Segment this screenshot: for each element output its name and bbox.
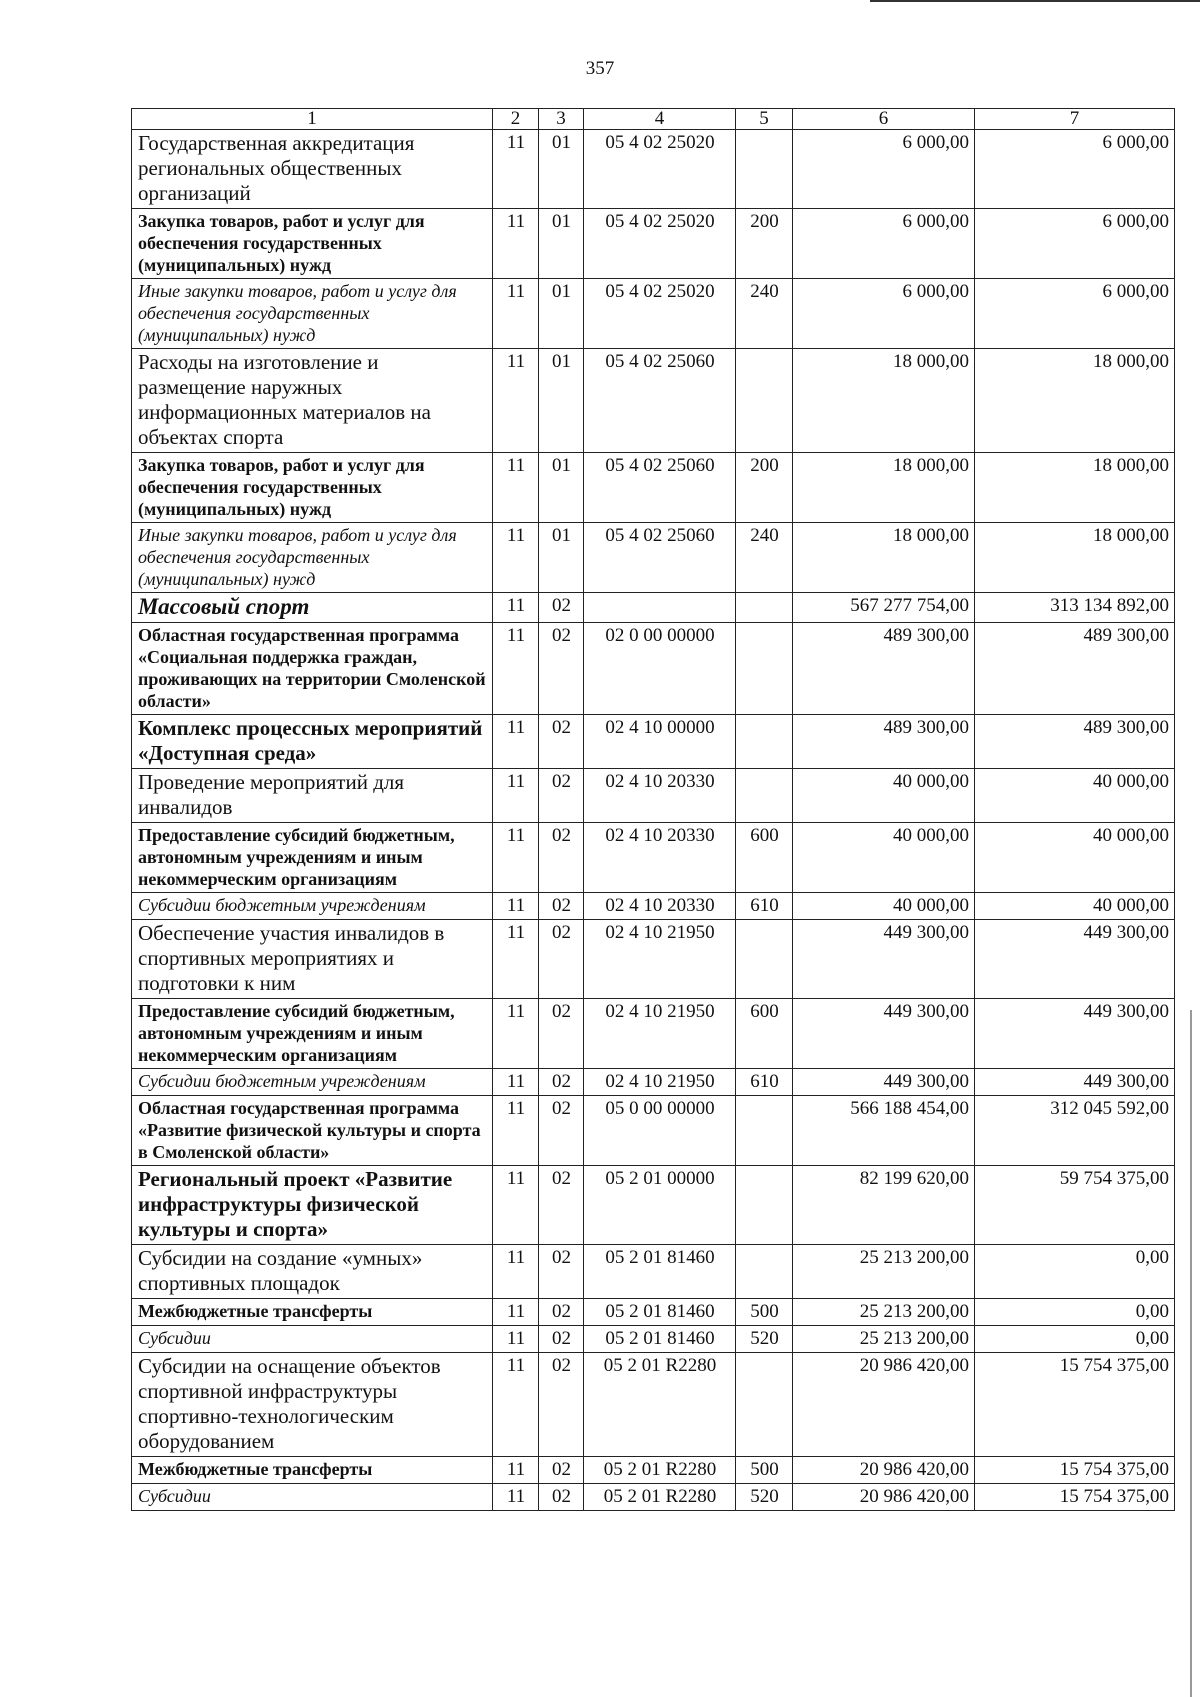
row-name: Межбюджетные трансферты <box>132 1457 493 1484</box>
header-col-6: 6 <box>793 109 975 130</box>
row-target-article: 05 4 02 25020 <box>584 209 736 279</box>
row-amount-year-1: 25 213 200,00 <box>793 1245 975 1299</box>
header-col-7: 7 <box>975 109 1175 130</box>
row-subsection-code: 01 <box>539 453 584 523</box>
row-subsection-code: 02 <box>539 1484 584 1511</box>
row-target-article: 05 2 01 R2280 <box>584 1353 736 1457</box>
row-section-code: 11 <box>493 769 539 823</box>
row-section-code: 11 <box>493 209 539 279</box>
row-section-code: 11 <box>493 453 539 523</box>
row-expense-type <box>736 715 793 769</box>
row-name: Закупка товаров, работ и услуг для обеспечения государственных (муниципальных) нужд <box>132 209 493 279</box>
row-section-code: 11 <box>493 1166 539 1245</box>
row-target-article: 02 4 10 21950 <box>584 1069 736 1096</box>
row-name: Межбюджетные трансферты <box>132 1299 493 1326</box>
row-subsection-code: 02 <box>539 893 584 920</box>
row-subsection-code: 02 <box>539 920 584 999</box>
header-col-1: 1 <box>132 109 493 130</box>
row-subsection-code: 02 <box>539 1069 584 1096</box>
row-section-code: 11 <box>493 1245 539 1299</box>
row-target-article: 02 4 10 21950 <box>584 999 736 1069</box>
row-name: Проведение мероприятий для инвалидов <box>132 769 493 823</box>
row-expense-type <box>736 130 793 209</box>
row-section-code: 11 <box>493 1096 539 1166</box>
table-row <box>132 823 1175 893</box>
table-row <box>132 769 1175 823</box>
row-amount-year-2: 15 754 375,00 <box>975 1457 1175 1484</box>
row-amount-year-1: 489 300,00 <box>793 623 975 715</box>
row-amount-year-2: 0,00 <box>975 1299 1175 1326</box>
row-amount-year-2: 313 134 892,00 <box>975 593 1175 623</box>
row-section-code: 11 <box>493 1353 539 1457</box>
row-subsection-code: 02 <box>539 593 584 623</box>
row-section-code: 11 <box>493 1069 539 1096</box>
row-amount-year-1: 20 986 420,00 <box>793 1484 975 1511</box>
row-name: Комплекс процессных мероприятий «Доступная среда» <box>132 715 493 769</box>
row-expense-type: 520 <box>736 1484 793 1511</box>
row-name: Субсидии <box>132 1326 493 1353</box>
row-subsection-code: 02 <box>539 623 584 715</box>
table-row <box>132 1353 1175 1457</box>
row-subsection-code: 02 <box>539 1245 584 1299</box>
row-target-article: 05 2 01 81460 <box>584 1326 736 1353</box>
table-row <box>132 623 1175 715</box>
row-expense-type <box>736 349 793 453</box>
row-subsection-code: 01 <box>539 279 584 349</box>
row-name: Предоставление субсидий бюджетным, автономным учреждениям и иным некоммерческим организациям <box>132 999 493 1069</box>
row-expense-type: 600 <box>736 823 793 893</box>
row-section-code: 11 <box>493 593 539 623</box>
row-expense-type <box>736 769 793 823</box>
row-subsection-code: 02 <box>539 1457 584 1484</box>
row-amount-year-1: 449 300,00 <box>793 1069 975 1096</box>
table-row <box>132 209 1175 279</box>
table-row <box>132 893 1175 920</box>
row-subsection-code: 02 <box>539 1096 584 1166</box>
header-col-2: 2 <box>493 109 539 130</box>
row-amount-year-2: 0,00 <box>975 1245 1175 1299</box>
header-row <box>132 109 1175 130</box>
row-name: Субсидии на оснащение объектов спортивной инфраструктуры спортивно-технологическим оборудованием <box>132 1353 493 1457</box>
row-target-article: 02 4 10 21950 <box>584 920 736 999</box>
row-expense-type: 500 <box>736 1299 793 1326</box>
table-row <box>132 130 1175 209</box>
row-target-article: 05 2 01 81460 <box>584 1245 736 1299</box>
row-subsection-code: 02 <box>539 715 584 769</box>
row-expense-type <box>736 1166 793 1245</box>
table-row <box>132 593 1175 623</box>
row-name: Субсидии бюджетным учреждениям <box>132 893 493 920</box>
row-amount-year-2: 18 000,00 <box>975 349 1175 453</box>
budget-table <box>131 108 1175 1511</box>
table-row <box>132 1484 1175 1511</box>
row-amount-year-2: 312 045 592,00 <box>975 1096 1175 1166</box>
row-name: Иные закупки товаров, работ и услуг для обеспечения государственных (муниципальных) нужд <box>132 523 493 593</box>
row-target-article: 05 2 01 00000 <box>584 1166 736 1245</box>
row-expense-type: 610 <box>736 1069 793 1096</box>
row-expense-type <box>736 1096 793 1166</box>
page-number: 357 <box>585 58 615 79</box>
row-amount-year-1: 40 000,00 <box>793 823 975 893</box>
row-amount-year-2: 40 000,00 <box>975 769 1175 823</box>
row-name: Предоставление субсидий бюджетным, автономным учреждениям и иным некоммерческим организациям <box>132 823 493 893</box>
row-target-article: 05 4 02 25060 <box>584 523 736 593</box>
row-amount-year-2: 449 300,00 <box>975 999 1175 1069</box>
row-section-code: 11 <box>493 130 539 209</box>
table-row <box>132 279 1175 349</box>
row-amount-year-1: 489 300,00 <box>793 715 975 769</box>
row-amount-year-2: 6 000,00 <box>975 209 1175 279</box>
table-row <box>132 1457 1175 1484</box>
scan-edge-line <box>870 0 1200 2</box>
row-amount-year-1: 567 277 754,00 <box>793 593 975 623</box>
row-amount-year-2: 0,00 <box>975 1326 1175 1353</box>
row-amount-year-2: 18 000,00 <box>975 523 1175 593</box>
row-section-code: 11 <box>493 523 539 593</box>
row-expense-type: 610 <box>736 893 793 920</box>
row-expense-type: 240 <box>736 279 793 349</box>
row-name: Обеспечение участия инвалидов в спортивных мероприятиях и подготовки к ним <box>132 920 493 999</box>
row-amount-year-1: 6 000,00 <box>793 279 975 349</box>
table-row <box>132 1069 1175 1096</box>
row-name: Субсидии бюджетным учреждениям <box>132 1069 493 1096</box>
row-target-article: 05 4 02 25020 <box>584 279 736 349</box>
row-name: Расходы на изготовление и размещение наружных информационных материалов на объектах спорта <box>132 349 493 453</box>
row-expense-type: 200 <box>736 453 793 523</box>
table-row <box>132 1166 1175 1245</box>
row-amount-year-2: 59 754 375,00 <box>975 1166 1175 1245</box>
row-amount-year-1: 20 986 420,00 <box>793 1457 975 1484</box>
row-expense-type: 520 <box>736 1326 793 1353</box>
row-amount-year-2: 18 000,00 <box>975 453 1175 523</box>
row-subsection-code: 02 <box>539 1353 584 1457</box>
row-amount-year-1: 25 213 200,00 <box>793 1299 975 1326</box>
row-amount-year-2: 449 300,00 <box>975 1069 1175 1096</box>
row-target-article <box>584 593 736 623</box>
row-amount-year-1: 18 000,00 <box>793 523 975 593</box>
row-amount-year-1: 566 188 454,00 <box>793 1096 975 1166</box>
row-target-article: 05 2 01 R2280 <box>584 1484 736 1511</box>
table-row <box>132 349 1175 453</box>
row-amount-year-1: 18 000,00 <box>793 349 975 453</box>
row-expense-type <box>736 593 793 623</box>
row-subsection-code: 02 <box>539 1299 584 1326</box>
table-row <box>132 1326 1175 1353</box>
row-target-article: 02 4 10 00000 <box>584 715 736 769</box>
row-amount-year-2: 6 000,00 <box>975 279 1175 349</box>
row-name: Областная государственная программа «Социальная поддержка граждан, проживающих на территории Смоленской области» <box>132 623 493 715</box>
row-target-article: 02 4 10 20330 <box>584 823 736 893</box>
table-row <box>132 523 1175 593</box>
row-section-code: 11 <box>493 893 539 920</box>
row-amount-year-2: 15 754 375,00 <box>975 1353 1175 1457</box>
row-target-article: 02 4 10 20330 <box>584 769 736 823</box>
row-name: Субсидии <box>132 1484 493 1511</box>
row-expense-type: 600 <box>736 999 793 1069</box>
row-amount-year-2: 40 000,00 <box>975 893 1175 920</box>
row-amount-year-1: 82 199 620,00 <box>793 1166 975 1245</box>
table-row <box>132 1096 1175 1166</box>
row-amount-year-2: 489 300,00 <box>975 623 1175 715</box>
row-target-article: 02 4 10 20330 <box>584 893 736 920</box>
row-subsection-code: 02 <box>539 999 584 1069</box>
row-amount-year-2: 449 300,00 <box>975 920 1175 999</box>
row-subsection-code: 02 <box>539 1166 584 1245</box>
row-name: Закупка товаров, работ и услуг для обеспечения государственных (муниципальных) нужд <box>132 453 493 523</box>
row-section-code: 11 <box>493 279 539 349</box>
row-expense-type: 240 <box>736 523 793 593</box>
row-section-code: 11 <box>493 349 539 453</box>
row-section-code: 11 <box>493 623 539 715</box>
row-section-code: 11 <box>493 823 539 893</box>
row-amount-year-1: 449 300,00 <box>793 920 975 999</box>
row-name: Субсидии на создание «умных» спортивных площадок <box>132 1245 493 1299</box>
row-amount-year-1: 20 986 420,00 <box>793 1353 975 1457</box>
row-section-code: 11 <box>493 1457 539 1484</box>
table-row <box>132 715 1175 769</box>
row-target-article: 05 0 00 00000 <box>584 1096 736 1166</box>
row-section-code: 11 <box>493 715 539 769</box>
row-subsection-code: 01 <box>539 349 584 453</box>
row-subsection-code: 02 <box>539 823 584 893</box>
table-row <box>132 1299 1175 1326</box>
row-name: Государственная аккредитация региональных общественных организаций <box>132 130 493 209</box>
row-amount-year-1: 40 000,00 <box>793 893 975 920</box>
row-section-code: 11 <box>493 1299 539 1326</box>
row-expense-type <box>736 920 793 999</box>
row-expense-type <box>736 1245 793 1299</box>
row-name: Региональный проект «Развитие инфраструктуры физической культуры и спорта» <box>132 1166 493 1245</box>
row-section-code: 11 <box>493 1326 539 1353</box>
row-amount-year-2: 15 754 375,00 <box>975 1484 1175 1511</box>
row-section-code: 11 <box>493 999 539 1069</box>
table-row <box>132 453 1175 523</box>
row-amount-year-2: 489 300,00 <box>975 715 1175 769</box>
row-amount-year-1: 449 300,00 <box>793 999 975 1069</box>
row-expense-type: 200 <box>736 209 793 279</box>
row-expense-type <box>736 1353 793 1457</box>
header-col-3: 3 <box>539 109 584 130</box>
row-target-article: 05 4 02 25060 <box>584 453 736 523</box>
row-amount-year-2: 40 000,00 <box>975 823 1175 893</box>
row-subsection-code: 01 <box>539 130 584 209</box>
row-target-article: 05 4 02 25060 <box>584 349 736 453</box>
row-name: Областная государственная программа «Развитие физической культуры и спорта в Смоленской области» <box>132 1096 493 1166</box>
row-subsection-code: 02 <box>539 769 584 823</box>
table-row <box>132 1245 1175 1299</box>
row-target-article: 05 2 01 81460 <box>584 1299 736 1326</box>
row-subsection-code: 01 <box>539 523 584 593</box>
row-section-code: 11 <box>493 1484 539 1511</box>
row-amount-year-2: 6 000,00 <box>975 130 1175 209</box>
header-col-5: 5 <box>736 109 793 130</box>
row-subsection-code: 01 <box>539 209 584 279</box>
row-amount-year-1: 40 000,00 <box>793 769 975 823</box>
row-subsection-code: 02 <box>539 1326 584 1353</box>
row-amount-year-1: 6 000,00 <box>793 130 975 209</box>
table-row <box>132 920 1175 999</box>
row-amount-year-1: 25 213 200,00 <box>793 1326 975 1353</box>
row-target-article: 05 4 02 25020 <box>584 130 736 209</box>
row-name: Массовый спорт <box>132 593 493 623</box>
row-amount-year-1: 18 000,00 <box>793 453 975 523</box>
row-name: Иные закупки товаров, работ и услуг для обеспечения государственных (муниципальных) нужд <box>132 279 493 349</box>
scan-edge-line-right <box>1190 1010 1192 1697</box>
table-row <box>132 999 1175 1069</box>
row-amount-year-1: 6 000,00 <box>793 209 975 279</box>
row-target-article: 02 0 00 00000 <box>584 623 736 715</box>
row-section-code: 11 <box>493 920 539 999</box>
header-col-4: 4 <box>584 109 736 130</box>
row-expense-type: 500 <box>736 1457 793 1484</box>
row-expense-type <box>736 623 793 715</box>
table-body <box>132 130 1175 1511</box>
row-target-article: 05 2 01 R2280 <box>584 1457 736 1484</box>
